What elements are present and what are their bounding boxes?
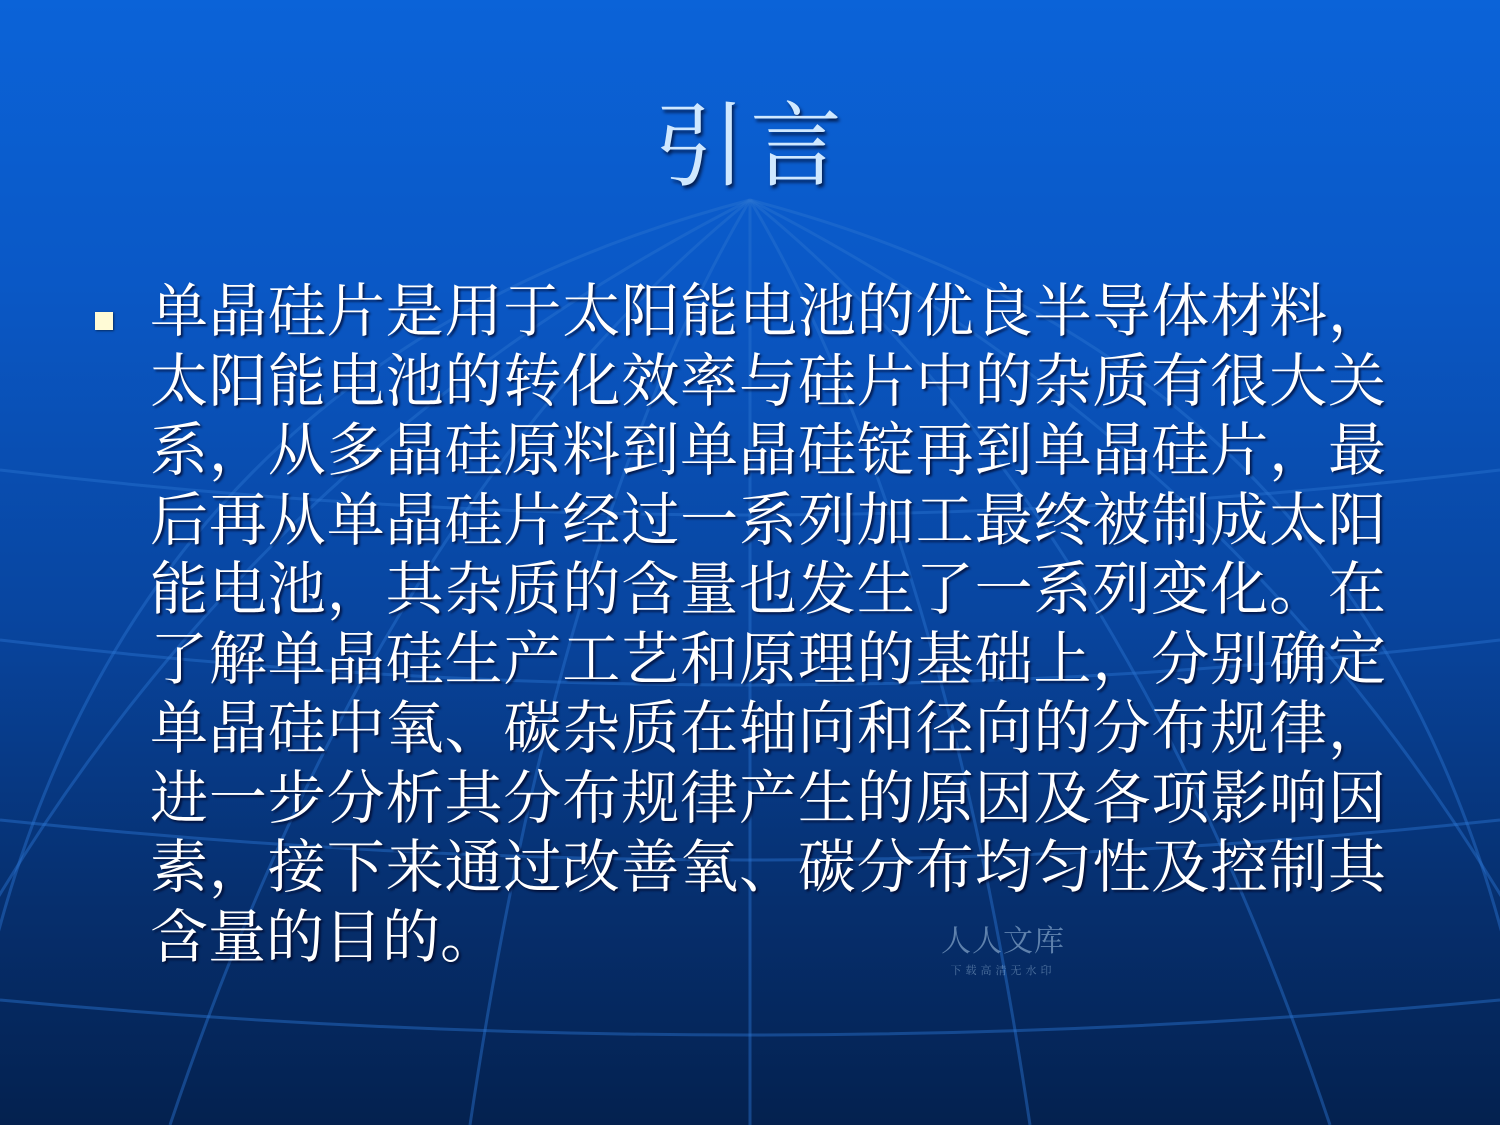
bullet-paragraph: 单晶硅片是用于太阳能电池的优良半导体材料，太阳能电池的转化效率与硅片中的杂质有很大关系，从多晶硅原料到单晶硅锭再到单晶硅片，最后再从单晶硅片经过一系列加工最终被制成太阳能电池，其杂质的含量也发生了一系列变化。在了解单晶硅生产工艺和原理的基础上，分别确定单晶硅中氧、碳杂质在轴向和径向的分布规律，进一步分析其分布规律产生的原因及各项影响因素，接下来通过改善氧、碳分布均匀性及控制其含量的目的。 xyxy=(150,277,1386,971)
square-bullet-icon xyxy=(95,312,113,330)
slide-title: 引言 xyxy=(653,93,846,200)
watermark-logo-text: 人人文库 xyxy=(941,924,1065,959)
watermark xyxy=(938,922,1068,980)
watermark-subtext: 下载高清无水印 xyxy=(950,964,1056,977)
